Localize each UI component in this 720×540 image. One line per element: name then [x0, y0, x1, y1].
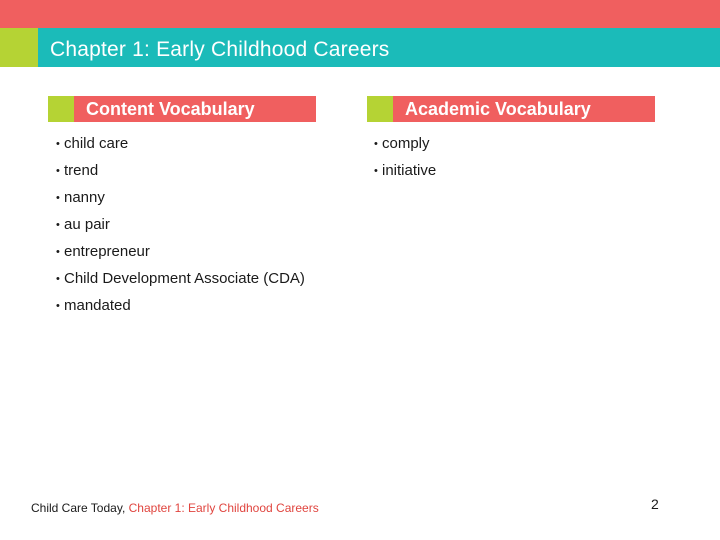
- bullet-icon: •: [56, 138, 60, 150]
- footer-chapter-title: Chapter 1: Early Childhood Careers: [128, 501, 319, 515]
- bullet-icon: •: [56, 165, 60, 177]
- content-vocabulary-header: [48, 96, 316, 122]
- title-bar: [38, 28, 720, 67]
- content-vocabulary-header-accent: [48, 96, 74, 122]
- slide-title: Chapter 1: Early Childhood Careers: [50, 38, 390, 61]
- footer-book-title: Child Care Today,: [31, 501, 126, 515]
- content-vocabulary-list: [56, 135, 316, 324]
- list-item: [56, 162, 316, 180]
- vocabulary-term: entrepreneur: [64, 243, 150, 260]
- vocabulary-term: initiative: [382, 162, 437, 179]
- footer-source: [31, 501, 319, 515]
- list-item: [374, 135, 634, 153]
- page-number: 2: [651, 496, 659, 512]
- bullet-icon: •: [56, 219, 60, 231]
- vocabulary-term: comply: [382, 135, 430, 152]
- list-item: [56, 270, 316, 288]
- list-item: [56, 189, 316, 207]
- title-accent-block: [0, 28, 38, 67]
- bullet-icon: •: [56, 273, 60, 285]
- list-item: [56, 135, 316, 153]
- top-color-band: [0, 0, 720, 28]
- list-item: [56, 216, 316, 234]
- bullet-icon: •: [56, 246, 60, 258]
- academic-vocabulary-header: [367, 96, 655, 122]
- bullet-icon: •: [56, 300, 60, 312]
- academic-vocabulary-header-accent: [367, 96, 393, 122]
- vocabulary-term: nanny: [64, 189, 105, 206]
- list-item: [374, 162, 634, 180]
- academic-vocabulary-list: [374, 135, 634, 189]
- content-vocabulary-heading: Content Vocabulary: [74, 96, 316, 122]
- vocabulary-term: Child Development Associate (CDA): [64, 270, 305, 287]
- bullet-icon: •: [374, 138, 378, 150]
- vocabulary-term: au pair: [64, 216, 110, 233]
- list-item: [56, 243, 316, 261]
- bullet-icon: •: [56, 192, 60, 204]
- bullet-icon: •: [374, 165, 378, 177]
- academic-vocabulary-heading: Academic Vocabulary: [393, 96, 655, 122]
- vocabulary-term: trend: [64, 162, 99, 179]
- vocabulary-term: child care: [64, 135, 129, 152]
- list-item: [56, 297, 316, 315]
- vocabulary-term: mandated: [64, 297, 131, 314]
